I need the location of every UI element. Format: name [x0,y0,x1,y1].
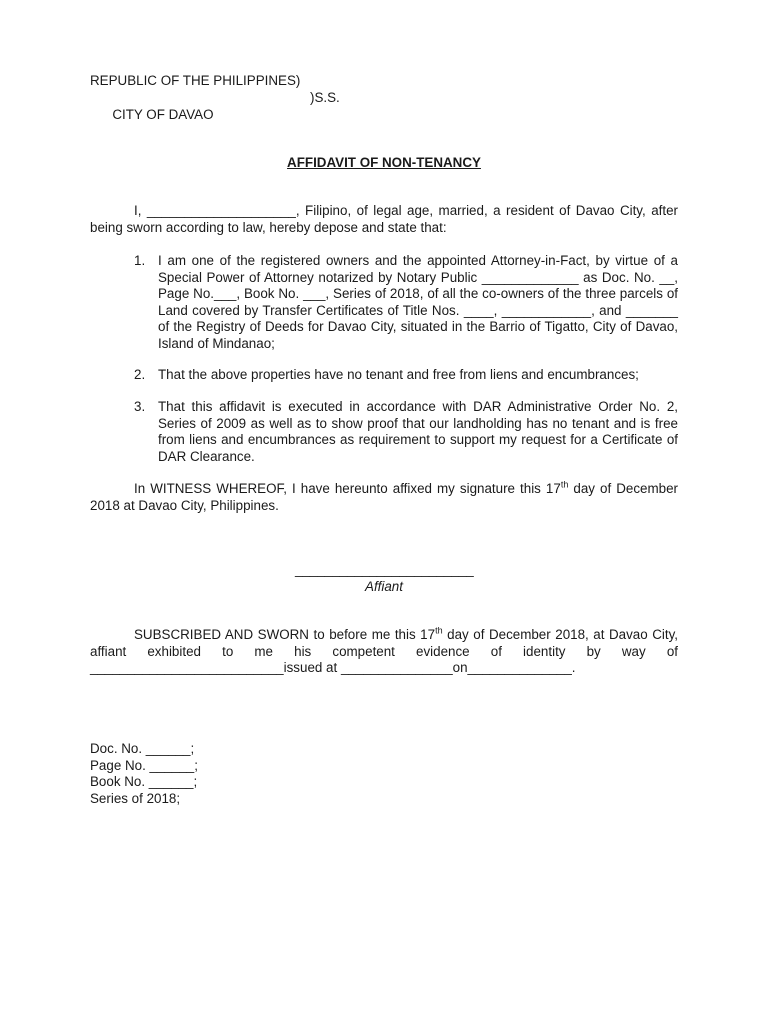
jurat-paragraph [90,627,678,677]
list-item-text: That the above properties have no tenant and free from liens and encumbrances; [158,367,639,382]
witness-text-after: day of December 2018 at Davao City, Philippines. [90,481,679,513]
affiant-label: Affiant [365,579,403,594]
venue-city: CITY OF DAVAO [112,107,214,122]
jurat-ordinal-suffix: th [435,625,443,636]
list-item-number: 3. [134,399,146,414]
witness-ordinal-suffix: th [560,479,569,490]
jurat-text-after: day of December 2018, at Davao City, affiant exhibited to me his competent evidence of identity by way of __________________________issued at _______________on______________. [90,627,678,675]
list-item [134,367,678,384]
list-item-text: I am one of the registered owners and the appointed Attorney-in-Fact, by virtue of a Special Power of Attorney notarized by Notary Public _____________ as Doc. No. __, Page No.___, Book No. ___, Series of 2018, of all the co-owners of the three parcels of Land covered by Transfer Certificates of Title Nos. ____, ____________, and _______ of the Registry of Deeds for Davao City, situated in the Barrio of Tigatto, City of Davao, Island of Mindanao; [158,253,678,351]
witness-paragraph [90,481,678,514]
list-item [134,253,678,352]
venue-ss: )S.S. [310,90,340,105]
witness-text-before: In WITNESS WHEREOF, I have hereunto affixed my signature this 17 [134,481,561,496]
document-title: AFFIDAVIT OF NON-TENANCY [287,155,481,170]
notarial-book-no: Book No. ______; [90,774,198,789]
list-item-text: That this affidavit is executed in accordance with DAR Administrative Order No. 2, Series of 2009 as well as to show proof that our landholding has no tenant and is free from liens and encumbrances as requirement to support my request for a Certificate of DAR Clearance. [158,399,678,464]
jurat-text-before: SUBSCRIBED AND SWORN to before me this 17 [134,627,436,642]
notarial-series: Series of 2018; [90,790,181,806]
signature-line: ________________________ [295,562,474,577]
venue-block [90,72,340,122]
venue-city-row [90,89,340,122]
notarial-doc-no: Doc. No. ______; [90,741,195,756]
list-item-number: 1. [134,253,146,268]
notarial-page-no: Page No. ______; [90,757,198,773]
intro-paragraph [90,203,678,236]
venue-republic: REPUBLIC OF THE PHILIPPINES) [90,73,301,88]
notarial-register-block [90,741,198,807]
list-item [134,399,678,465]
intro-text: I, ____________________, Filipino, of legal age, married, a resident of Davao City, after being sworn according to law, hereby depose and state that: [90,203,678,235]
list-item-number: 2. [134,367,146,382]
